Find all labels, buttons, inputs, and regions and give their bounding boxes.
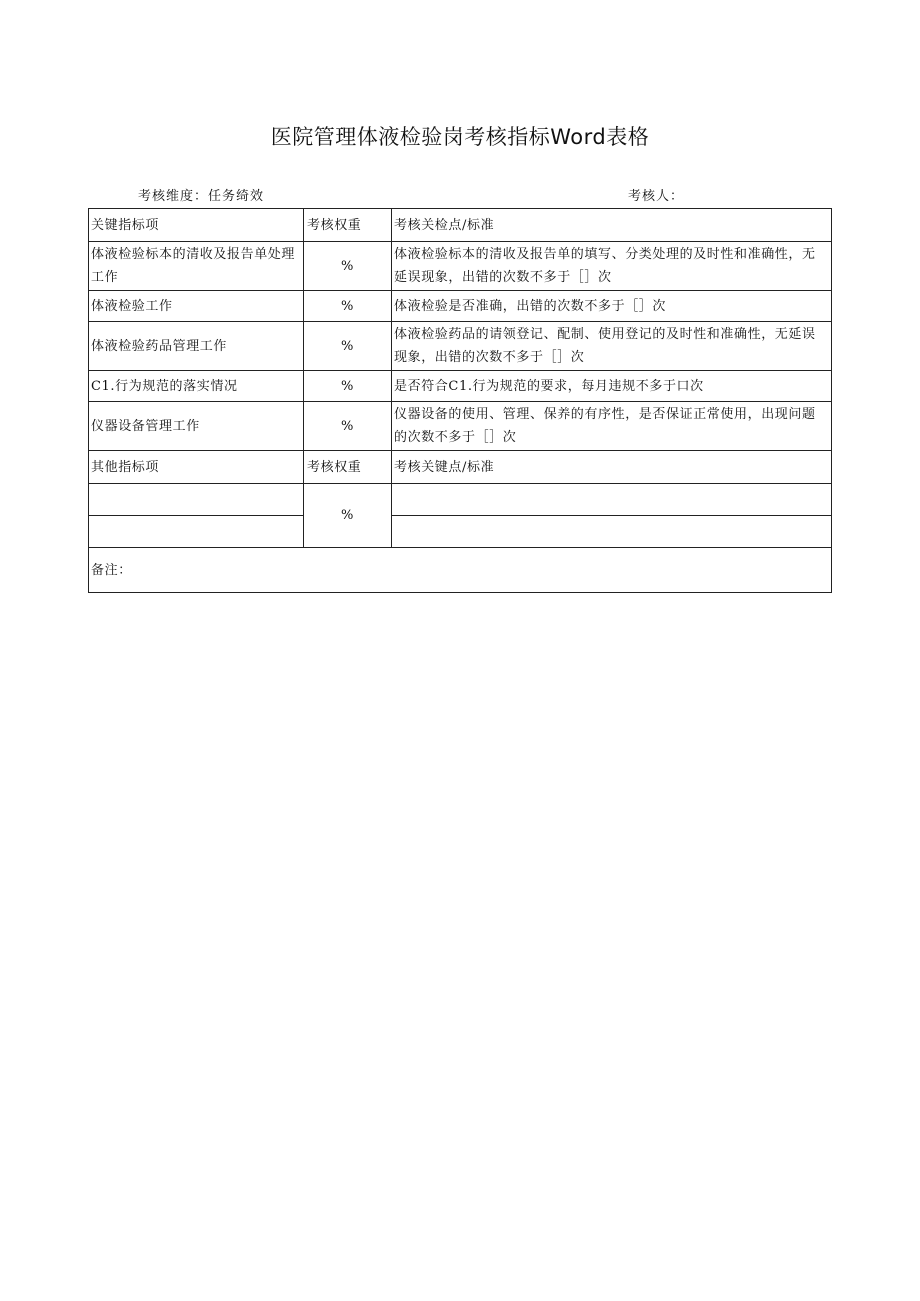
weight-cell: % (304, 371, 392, 402)
table-row (89, 291, 832, 322)
other-weight-cell: % (304, 484, 392, 548)
weight-cell: % (304, 291, 392, 322)
table-row (89, 516, 832, 548)
notes-label: 备注： (89, 548, 832, 593)
standard-cell: 仪器设备的使用、管理、保养的有序性，是否保证正常使用，出现问题的次数不多于［］次 (392, 402, 832, 451)
assessment-dimension: 考核维度：任务绮效 (138, 189, 265, 204)
standard-cell: 是否符合C1.行为规范的要求，每月违规不多于口次 (392, 371, 832, 402)
header-other-weight: 考核权重 (304, 451, 392, 484)
header-other-indicator: 其他指标项 (89, 451, 304, 484)
notes-row (89, 548, 832, 593)
indicator-cell: 体液检验工作 (89, 291, 304, 322)
table-header-row (89, 209, 832, 242)
table-row (89, 371, 832, 402)
assessor-label: 考核人： (628, 189, 685, 204)
table-row (89, 402, 832, 451)
header-other-standard: 考核关键点/标准 (392, 451, 832, 484)
header-key-indicator: 关键指标项 (89, 209, 304, 242)
other-standard-cell (392, 516, 832, 548)
kpi-table (88, 208, 832, 593)
other-standard-cell (392, 484, 832, 516)
weight-cell: % (304, 322, 392, 371)
page-title: 医院管理体液检验岗考核指标Word表格 (270, 125, 650, 149)
table-row (89, 242, 832, 291)
standard-cell: 体液检验是否准确，出错的次数不多于［］次 (392, 291, 832, 322)
other-header-row (89, 451, 832, 484)
indicator-cell: 体液检验标本的清收及报告单处理工作 (89, 242, 304, 291)
standard-cell: 体液检验药品的请领登记、配制、使用登记的及时性和准确性，无延误现象，出错的次数不多于［］次 (392, 322, 832, 371)
header-weight: 考核权重 (304, 209, 392, 242)
other-indicator-cell (89, 484, 304, 516)
indicator-cell: C1.行为规范的落实情况 (89, 371, 304, 402)
indicator-cell: 仪器设备管理工作 (89, 402, 304, 451)
indicator-cell: 体液检验药品管理工作 (89, 322, 304, 371)
other-indicator-cell (89, 516, 304, 548)
weight-cell: % (304, 402, 392, 451)
table-row (89, 484, 832, 516)
standard-cell: 体液检验标本的清收及报告单的填写、分类处理的及时性和准确性，无延误现象，出错的次数不多于［］次 (392, 242, 832, 291)
header-standard: 考核关检点/标准 (392, 209, 832, 242)
table-row (89, 322, 832, 371)
weight-cell: % (304, 242, 392, 291)
